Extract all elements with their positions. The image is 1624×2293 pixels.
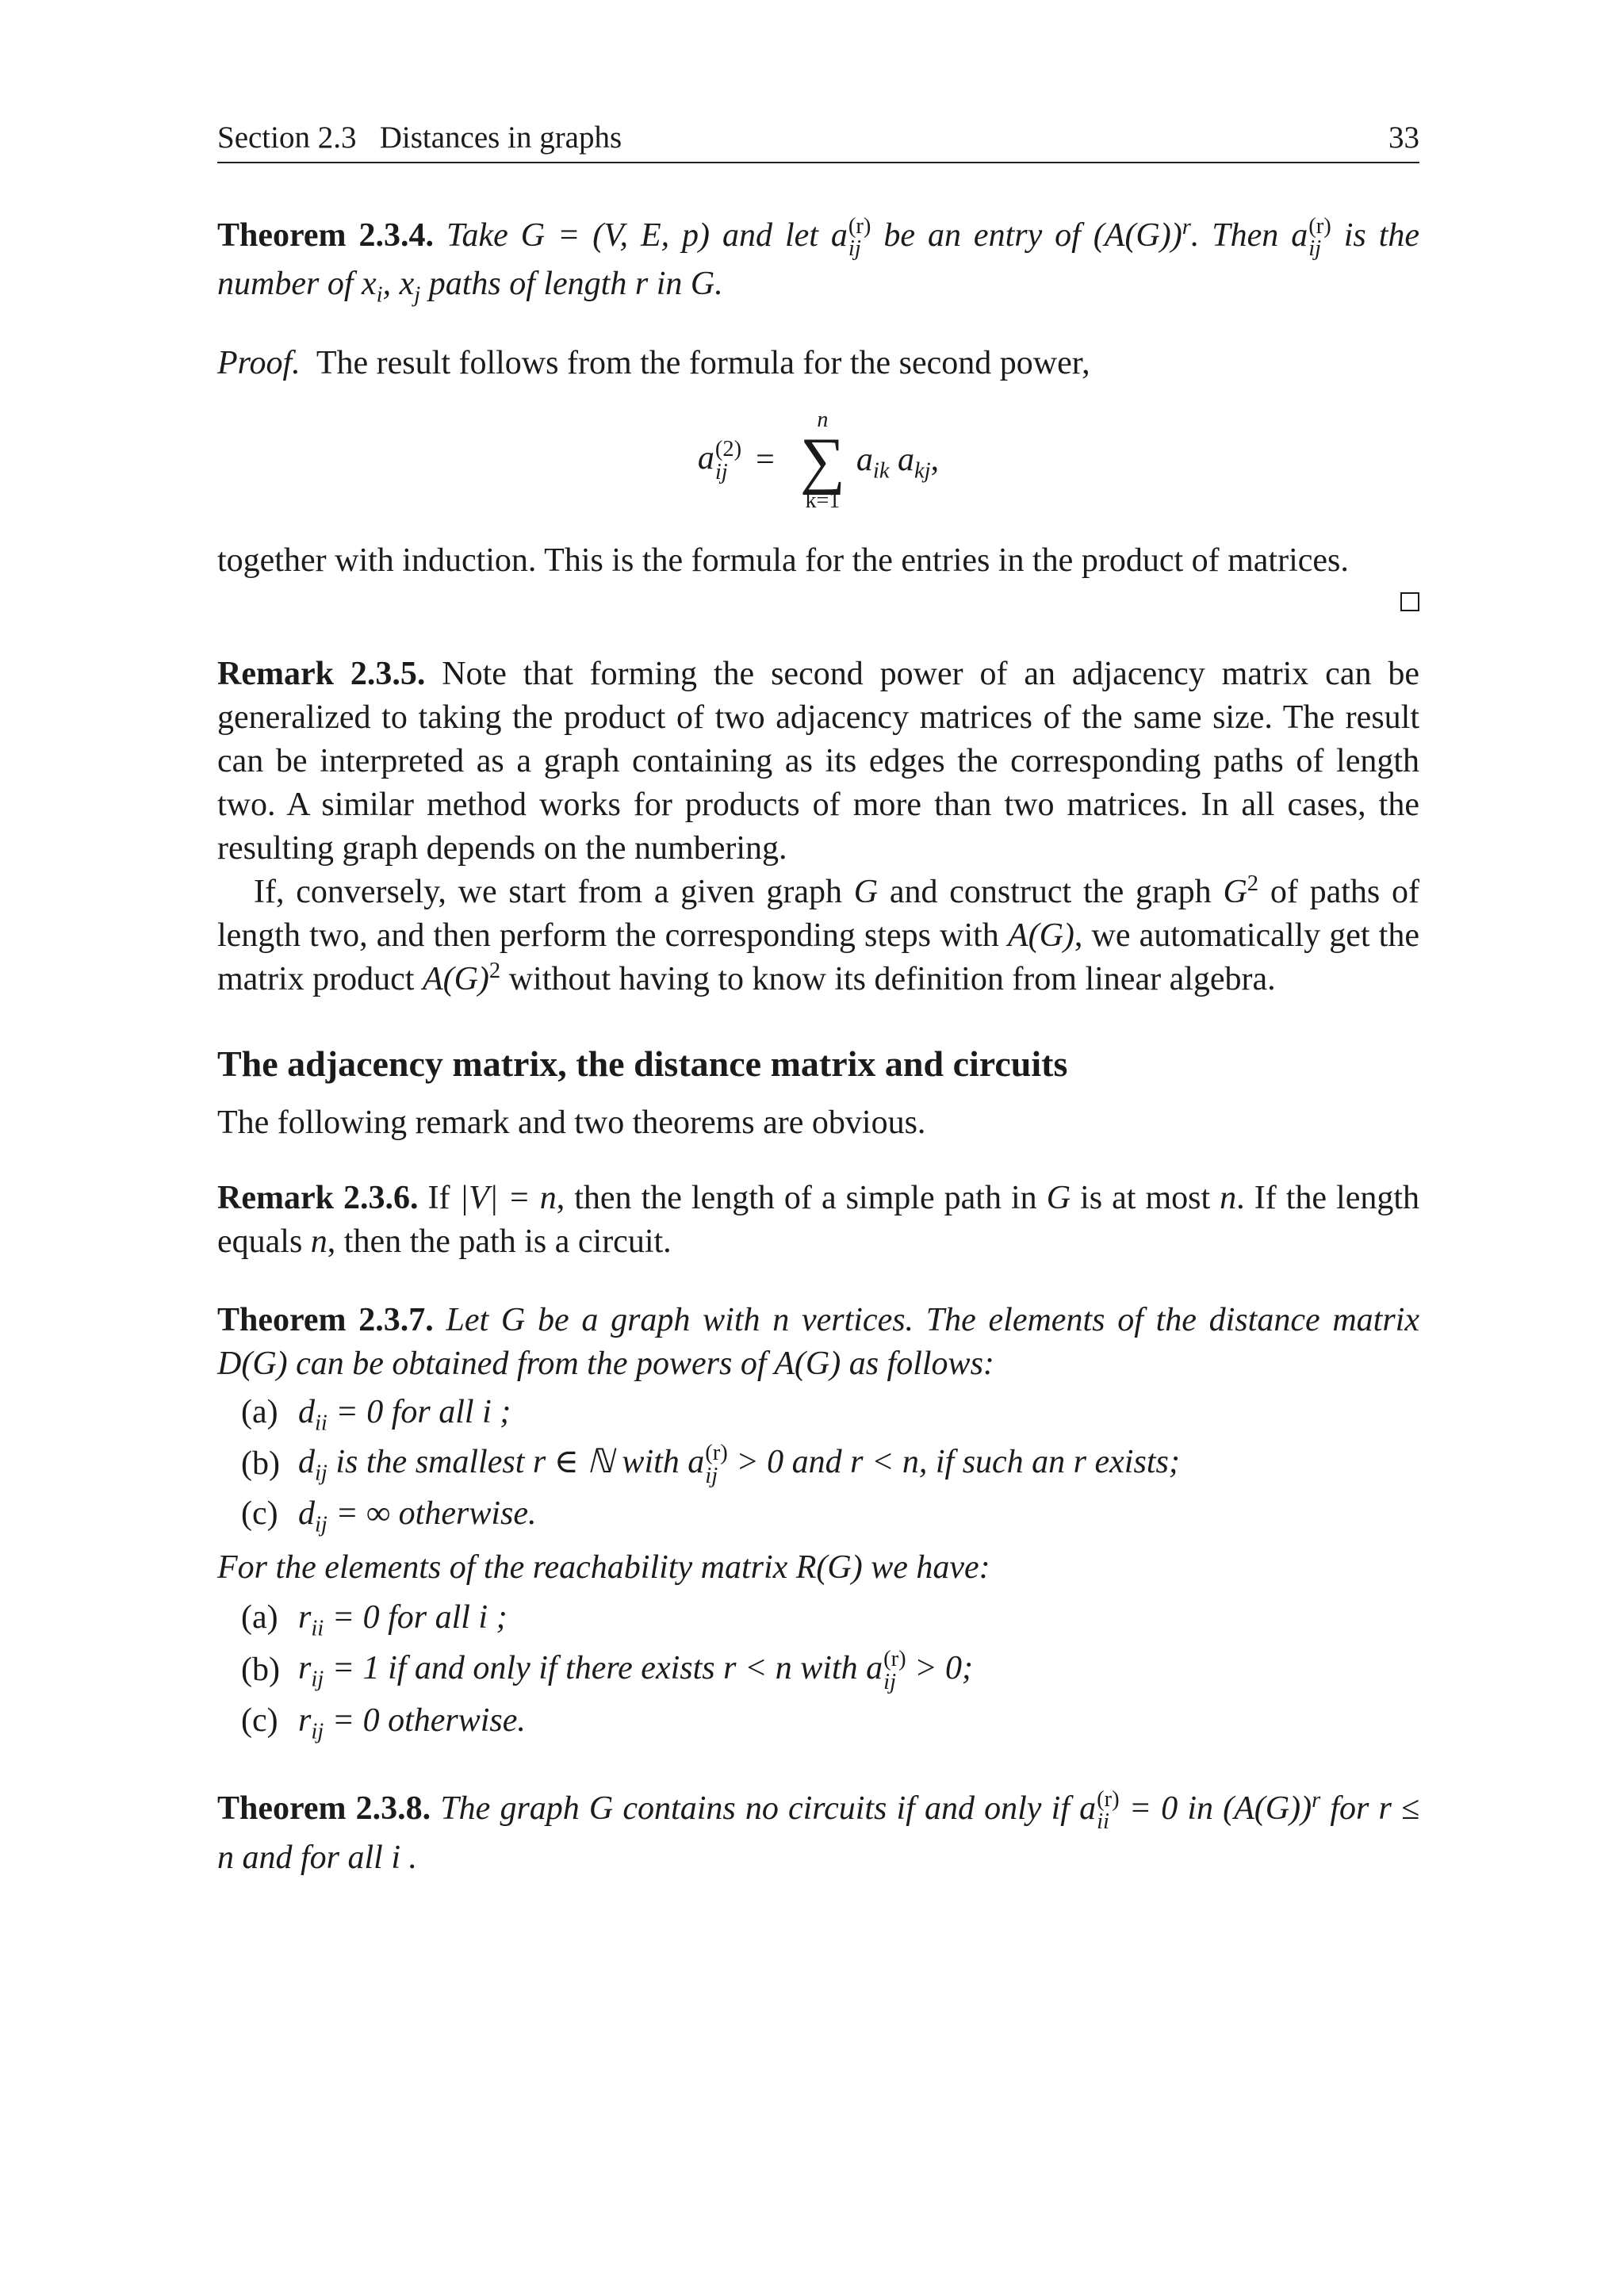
theorem-2-3-8: Theorem 2.3.8. The graph G contains no circuits if and only if a (r) ii = 0 in $(A(G))^r$ for r ≤ n and for all i . [217, 1786, 1420, 1876]
remark-2-3-6: Remark 2.3.6. If |V| = n, then the length of a simple path in G is at most n. If the length equals n, then the path is a circuit. [217, 1179, 1420, 1260]
running-header [217, 119, 1419, 163]
theorem-label: Theorem 2.3.8. [217, 1790, 431, 1827]
math-a-r-ij: a (r) ij [830, 213, 871, 262]
math-inline: G = (V, E, p) [520, 217, 710, 254]
sigma-symbol: ∑ [799, 425, 845, 496]
sum-lower-limit: k=1 [805, 488, 841, 513]
remark-2-3-5 [217, 653, 1419, 871]
running-header-section [217, 119, 622, 157]
reachability-conditions-list [217, 1596, 1419, 1745]
display-formula [217, 393, 1419, 528]
qed-box-icon [1400, 592, 1419, 611]
list-item: (a) $r_{ii} = 0$ for all i ; [241, 1598, 508, 1641]
remark-label: Remark 2.3.5. [217, 655, 426, 692]
section-intro: The following remark and two theorems are obvious. [217, 1104, 926, 1141]
list-item: (a) $d_{ii} = 0$ for all i ; [241, 1393, 511, 1436]
proof-label: Proof. [217, 344, 301, 381]
page-number: 33 [1388, 121, 1419, 155]
distance-conditions-list [217, 1391, 1419, 1540]
formula-term: $a_{ik}$ $a_{kj}$, [856, 442, 940, 484]
theorem-2-3-7 [217, 1299, 1419, 1386]
theorem-text: Let G be a graph with n vertices. The elements of the distance matrix D(G) can be obtained from the powers of A(G) as follows: [217, 1301, 1419, 1382]
section-label: Section 2.3 [217, 121, 357, 155]
list-item: (c) $r_{ij} = 0$ otherwise. [241, 1702, 526, 1744]
remark-text: Note that forming the second power of an adjacency matrix can be generalized to taking the product of two adjacency matrices of the same size. The result can be interpreted as a graph containing as its edges the corresponding paths of length two. A similar method works for products of more than two matrices. In all cases, the resulting graph depends on the numbering. [217, 655, 1419, 867]
sum-operator [800, 408, 845, 513]
math-power: $(A(G))^r$ [1093, 215, 1191, 254]
sum-upper-limit: n [817, 407, 829, 432]
formula-equals: = [756, 442, 775, 479]
qed-row [217, 583, 1419, 621]
theorem-label: Theorem 2.3.4. [217, 217, 434, 254]
theorem-text: . Then [1190, 217, 1279, 254]
theorem-text: and let [722, 217, 818, 254]
theorem-text: paths of length [428, 265, 627, 302]
math-xi-xj: $x_i$, $x_j$ [362, 265, 421, 308]
list-item: (b) $r_{ij} = 1$ if and only if there exists r < n with a (r) ij > 0; [241, 1647, 974, 1694]
formula-lhs: a (2) ij [697, 437, 742, 484]
proof-intro [217, 342, 1419, 385]
theorem-text: in [656, 265, 683, 302]
math-inline: G. [690, 265, 723, 302]
section-title-text: Distances in graphs [379, 121, 622, 155]
list-item: (c) $d_{ij}$ = ∞ otherwise. [241, 1495, 537, 1537]
theorem-2-3-4 [217, 212, 1419, 307]
math-a-r-ij: a (r) ij [1291, 213, 1331, 262]
book-page [217, 119, 1419, 1881]
list-item: (b) $d_{ij}$ is the smallest r ∈ ℕ with a (r) ij > 0 and r < n, if such an r exists; [241, 1441, 1180, 1488]
theorem-text: be an entry of [883, 217, 1081, 254]
remark-label: Remark 2.3.6. [217, 1179, 419, 1216]
reachability-intro: For the elements of the reachability matrix R(G) we have: [217, 1548, 990, 1586]
section-heading: The adjacency matrix, the distance matrix and circuits [217, 1043, 1068, 1084]
theorem-label: Theorem 2.3.7. [217, 1301, 434, 1338]
remark-2-3-5-para2: If, conversely, we start from a given graph G and construct the graph $G^2$ of paths of length two, and then perform the corresponding steps with A(G), we automatically get the matrix product $A(G)^2$ without having to know its definition from linear algebra. [217, 871, 1419, 997]
math-inline: r [634, 265, 649, 302]
proof-text: The result follows from the formula for the second power, [316, 344, 1090, 381]
proof-conclusion: together with induction. This is the formula for the entries in the product of matrices. [217, 542, 1349, 579]
theorem-text: is the number of [217, 217, 1420, 302]
theorem-text: Take [446, 217, 508, 254]
